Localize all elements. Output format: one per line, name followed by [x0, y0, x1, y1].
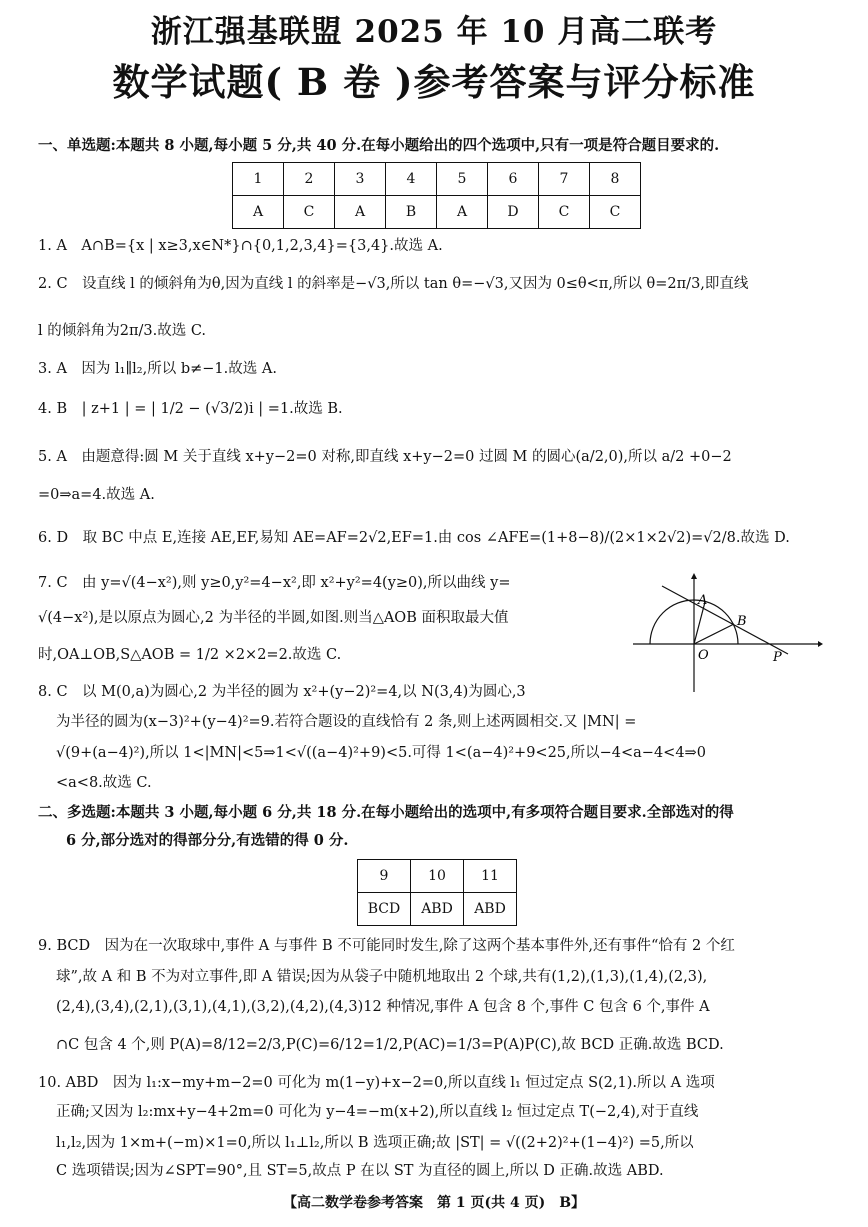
- table-row-answers: [358, 893, 517, 926]
- table-cell: 10: [411, 860, 464, 893]
- table-row-numbers: [358, 860, 517, 893]
- solution-q3: 3. A 因为 l₁∥l₂,所以 b≠−1.故选 A.: [38, 361, 277, 377]
- table-cell: C: [590, 196, 641, 229]
- solution-q9-line3: (2,4),(3,4),(2,1),(3,1),(4,1),(3,2),(4,2),(4,3)12 种情况,事件 A 包含 8 个,事件 C 包含 6 个,事件 A: [56, 999, 710, 1015]
- table-cell: 4: [386, 163, 437, 196]
- solution-q2-line1: 2. C 设直线 l 的倾斜角为θ,因为直线 l 的斜率是−√3,所以 tan θ=−√3,又因为 0≤θ<π,所以 θ=2π/3,即直线: [38, 276, 749, 292]
- semicircle-figure: [628, 570, 823, 695]
- table-cell: A: [233, 196, 284, 229]
- solution-q8-line2: 为半径的圆为(x−3)²+(y−4)²=9.若符合题设的直线恰有 2 条,则上述两圆相交.又 |MN| =: [56, 714, 637, 730]
- table-cell: ABD: [411, 893, 464, 926]
- table-cell: 11: [464, 860, 517, 893]
- table-cell: 9: [358, 860, 411, 893]
- solution-q10-line1: 10. ABD 因为 l₁:x−my+m−2=0 可化为 m(1−y)+x−2=0,所以直线 l₁ 恒过定点 S(2,1).所以 A 选项: [38, 1075, 715, 1091]
- solution-q5-line1: 5. A 由题意得:圆 M 关于直线 x+y−2=0 对称,即直线 x+y−2=0 过圆 M 的圆心(a/2,0),所以 a/2 +0−2: [38, 449, 732, 465]
- document-subtitle: 数学试题( B 卷 )参考答案与评分标准: [112, 60, 756, 104]
- solution-q10-line4: C 选项错误;因为∠SPT=90°,且 ST=5,故点 P 在以 ST 为直径的圆上,所以 D 正确.故选 ABD.: [56, 1163, 664, 1179]
- section2-heading-line1: 二、多选题:本题共 3 小题,每小题 6 分,共 18 分.在每小题给出的选项中,有多项符合题目要求.全部选对的得: [38, 804, 734, 821]
- solution-q4: 4. B | z+1 | = | 1/2 − (√3/2)i | =1.故选 B.: [38, 401, 343, 417]
- solution-q2-line2: l 的倾斜角为2π/3.故选 C.: [38, 323, 207, 339]
- table-cell: 6: [488, 163, 539, 196]
- solution-q7-line1: 7. C 由 y=√(4−x²),则 y≥0,y²=4−x²,即 x²+y²=4(y≥0),所以曲线 y=: [38, 575, 511, 591]
- table-cell: 2: [284, 163, 335, 196]
- table-cell: A: [335, 196, 386, 229]
- table-cell: D: [488, 196, 539, 229]
- solution-q8-line1: 8. C 以 M(0,a)为圆心,2 为半径的圆为 x²+(y−2)²=4,以 N(3,4)为圆心,3: [38, 684, 526, 700]
- table-cell: 3: [335, 163, 386, 196]
- solution-q1: 1. A A∩B={x | x≥3,x∈N*}∩{0,1,2,3,4}={3,4}.故选 A.: [38, 238, 443, 254]
- table-row-numbers: [233, 163, 641, 196]
- table-cell: 7: [539, 163, 590, 196]
- section1-heading: 一、单选题:本题共 8 小题,每小题 5 分,共 40 分.在每小题给出的四个选项中,只有一项是符合题目要求的.: [38, 137, 720, 154]
- table-cell: 8: [590, 163, 641, 196]
- solution-q7-line3: 时,OA⊥OB,S△AOB = 1/2 ×2×2=2.故选 C.: [38, 647, 342, 663]
- solution-q8-line4: <a<8.故选 C.: [56, 775, 152, 791]
- table-cell: C: [539, 196, 590, 229]
- figure-label-p: P: [773, 650, 782, 665]
- figure-label-a: A: [698, 593, 708, 608]
- table-cell: ABD: [464, 893, 517, 926]
- page-footer: 【高二数学卷参考答案 第 1 页(共 4 页) B】: [282, 1195, 586, 1211]
- solution-q9-line4: ∩C 包含 4 个,则 P(A)=8/12=2/3,P(C)=6/12=1/2,P(AC)=1/3=P(A)P(C),故 BCD 正确.故选 BCD.: [56, 1037, 724, 1053]
- solution-q10-line2: 正确;又因为 l₂:mx+y−4+2m=0 可化为 y−4=−m(x+2),所以直线 l₂ 恒过定点 T(−2,4),对于直线: [56, 1104, 699, 1120]
- table-cell: 5: [437, 163, 488, 196]
- solution-q9-line1: 9. BCD 因为在一次取球中,事件 A 与事件 B 不可能同时发生,除了这两个基本事件外,还有事件“恰有 2 个红: [38, 938, 735, 954]
- solution-q6: 6. D 取 BC 中点 E,连接 AE,EF,易知 AE=AF=2√2,EF=1.由 cos ∠AFE=(1+8−8)/(2×1×2√2)=√2/8.故选 D.: [38, 530, 790, 546]
- solution-q7-line2: √(4−x²),是以原点为圆心,2 为半径的半圆,如图.则当△AOB 面积取最大值: [38, 610, 509, 626]
- solution-q8-line3: √(9+(a−4)²),所以 1<|MN|<5⇒1<√((a−4)²+9)<5.可得 1<(a−4)²+9<25,所以−4<a−4<4⇒0: [56, 745, 706, 761]
- figure-label-o: O: [698, 648, 709, 663]
- table-cell: BCD: [358, 893, 411, 926]
- table-cell: C: [284, 196, 335, 229]
- document-title: 浙江强基联盟 2025 年 10 月高二联考: [150, 14, 718, 50]
- section2-heading-line2: 6 分,部分选对的得部分分,有选错的得 0 分.: [66, 832, 349, 849]
- section1-answer-table: [232, 162, 641, 229]
- table-cell: 1: [233, 163, 284, 196]
- solution-q9-line2: 球”,故 A 和 B 不为对立事件,即 A 错误;因为从袋子中随机地取出 2 个球,共有(1,2),(1,3),(1,4),(2,3),: [56, 969, 708, 985]
- solution-q5-line2: =0⇒a=4.故选 A.: [38, 487, 155, 503]
- table-cell: B: [386, 196, 437, 229]
- solution-q10-line3: l₁,l₂,因为 1×m+(−m)×1=0,所以 l₁⊥l₂,所以 B 选项正确;故 |ST| = √((2+2)²+(1−4)²) =5,所以: [56, 1135, 694, 1151]
- table-cell: A: [437, 196, 488, 229]
- table-row-answers: [233, 196, 641, 229]
- section2-answer-table: [357, 859, 517, 926]
- figure-label-b: B: [737, 614, 747, 629]
